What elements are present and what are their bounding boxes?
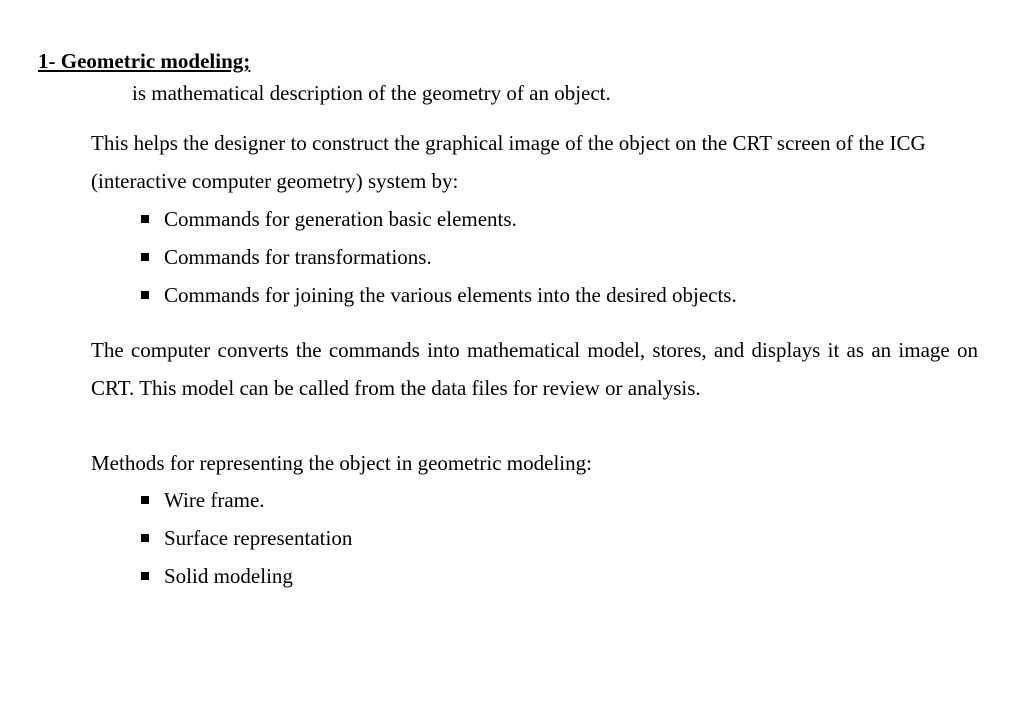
method-bullet-list [140,481,352,595]
square-bullet-icon [141,496,149,504]
list-item [140,200,737,238]
list-item-text: Commands for transformations. [164,245,432,269]
square-bullet-icon [141,572,149,580]
conversion-paragraph: The computer converts the commands into mathematical model, stores, and displays it as an image on CRT. This model can be called from the data files for review or analysis. [91,338,978,400]
list-item [140,519,352,557]
list-item-text: Commands for joining the various elements into the desired objects. [164,283,737,307]
list-item [140,276,737,314]
definition-text: is mathematical description of the geometry of an object. [132,81,611,105]
section-heading: 1- Geometric modeling; [38,49,251,73]
command-bullet-list [140,200,737,314]
square-bullet-icon [141,291,149,299]
list-item [140,557,352,595]
list-item [140,481,352,519]
square-bullet-icon [141,534,149,542]
list-item-text: Commands for generation basic elements. [164,207,517,231]
list-item [140,238,737,276]
list-item-text: Solid modeling [164,564,293,588]
list-item-text: Surface representation [164,526,353,550]
square-bullet-icon [141,253,149,261]
square-bullet-icon [141,215,149,223]
methods-intro: Methods for representing the object in geometric modeling: [91,451,592,475]
intro-paragraph: This helps the designer to construct the graphical image of the object on the CRT screen of the ICG (interactive computer geometry) system by: [91,131,926,193]
list-item-text: Wire frame. [164,488,265,512]
